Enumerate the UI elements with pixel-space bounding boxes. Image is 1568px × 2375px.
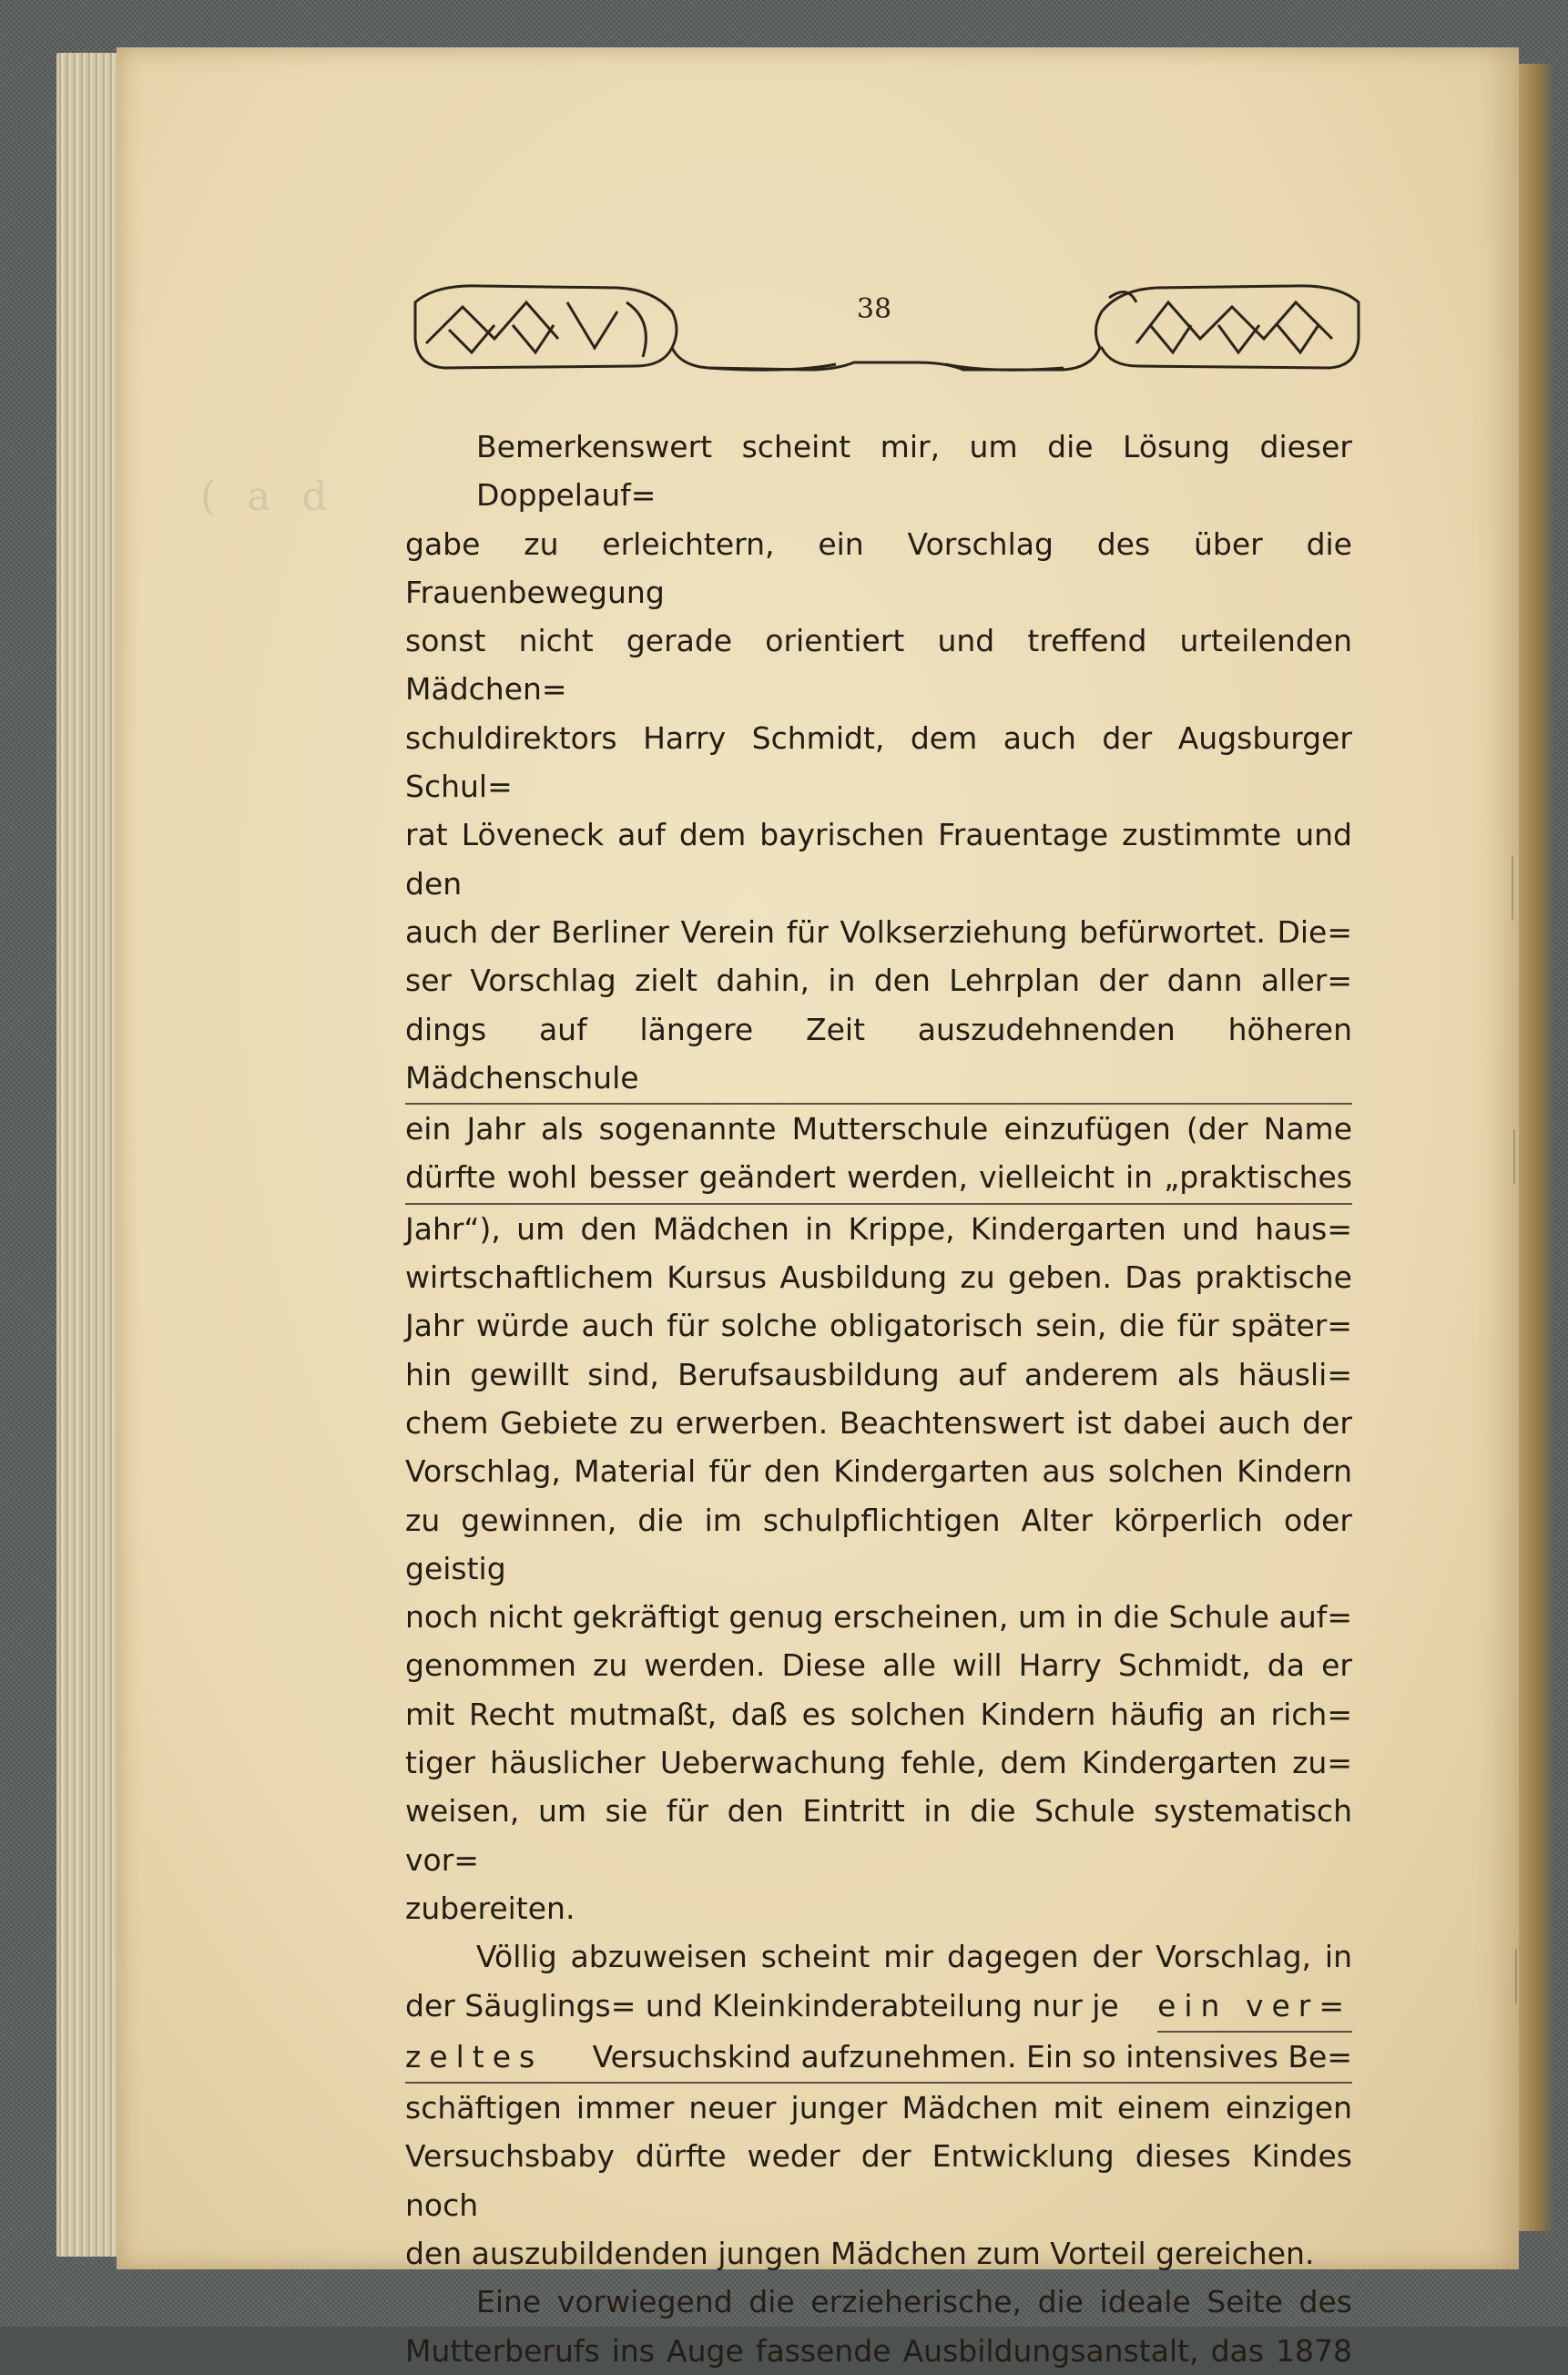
text-line: Vorschlag, Material für den Kindergarten aus solchen Kindern	[405, 1453, 1352, 1490]
text-line: mit Recht mutmaßt, daß es solchen Kindern häufig an rich=	[405, 1696, 1352, 1732]
body-text	[405, 423, 1352, 2375]
text-line: noch nicht gekräftigt genug erscheinen, um in die Schule auf=	[405, 1599, 1352, 1636]
text-span-spaced: zeltes	[405, 2038, 544, 2074]
text-line: chem Gebiete zu erwerben. Beachtenswert ist dabei auch der	[405, 1404, 1352, 1441]
text-line: auch der Berliner Verein für Volkserziehung befürwortet. Die=	[405, 913, 1352, 950]
text-line: Eine vorwiegend die erzieherische, die ideale Seite des	[476, 2284, 1352, 2320]
pencil-margin-mark	[1512, 856, 1513, 920]
text-line: schuldirektors Harry Schmidt, dem auch der Augsburger Schul=	[405, 719, 1352, 805]
text-line	[405, 1982, 1352, 2033]
page-number: 38	[856, 293, 892, 325]
text-line: zubereiten.	[405, 1890, 575, 1926]
pencil-margin-mark	[1515, 1949, 1517, 2003]
text-line: Jahr würde auch für solche obligatorisch sein, die für später=	[405, 1308, 1352, 1344]
text-line: hin gewillt sind, Berufsausbildung auf anderem als häusli=	[405, 1356, 1352, 1392]
text-line: ein Jahr als sogenannte Mutterschule einzufügen (der Name	[405, 1111, 1352, 1147]
text-line: zu gewinnen, die im schulpflichtigen Alter körperlich oder geistig	[405, 1502, 1352, 1586]
pencil-margin-mark	[1513, 1129, 1515, 1184]
text-span: Versuchskind aufzunehmen. Ein so intensives Be=	[592, 2038, 1352, 2074]
text-span-spaced: ein ver=	[1157, 1982, 1352, 2033]
text-line-underlined	[405, 2033, 1352, 2084]
text-line: rat Löveneck auf dem bayrischen Frauentage zustimmte und den	[405, 817, 1352, 902]
text-line: sonst nicht gerade orientiert und treffend urteilenden Mädchen=	[405, 623, 1352, 708]
text-line: wirtschaftlichem Kursus Ausbildung zu geben. Das praktische	[405, 1259, 1352, 1296]
page-edge-right	[1519, 64, 1555, 2231]
text-line: Bemerkenswert scheint mir, um die Lösung dieser Doppelauf=	[476, 429, 1352, 514]
page-edges-left	[56, 53, 120, 2257]
text-line: den auszubildenden jungen Mädchen zum Vorteil gereichen.	[405, 2235, 1315, 2271]
text-line-underlined: dürfte wohl besser geändert werden, vielleicht in „praktisches	[405, 1153, 1352, 1204]
text-line: Versuchsbaby dürfte weder der Entwicklung dieses Kindes noch	[405, 2138, 1352, 2223]
text-line: weisen, um sie für den Eintritt in die Schule systematisch vor=	[405, 1793, 1352, 1878]
text-line: Jahr“), um den Mädchen in Krippe, Kindergarten und haus=	[405, 1210, 1352, 1247]
text-line: schäftigen immer neuer junger Mädchen mit einem einzigen	[405, 2090, 1352, 2126]
text-line: ser Vorschlag zielt dahin, in den Lehrplan der dann aller=	[405, 963, 1352, 999]
text-line: tiger häuslicher Ueberwachung fehle, dem Kindergarten zu=	[405, 1745, 1352, 1781]
bleed-through-marks: ( a d	[200, 474, 337, 520]
text-line: Mutterberufs ins Auge fassende Ausbildungsanstalt, das 1878	[405, 2332, 1352, 2369]
text-line: genommen zu werden. Diese alle will Harry Schmidt, da er	[405, 1647, 1352, 1684]
text-line: gabe zu erleichtern, ein Vorschlag des über die Frauenbewegung	[405, 525, 1352, 610]
header-ivy-ornament	[408, 275, 1366, 384]
text-line: Völlig abzuweisen scheint mir dagegen der Vorschlag, in	[476, 1939, 1352, 1975]
text-span: der Säuglings= und Kleinkinderabteilung nur je	[405, 1987, 1119, 2023]
text-line-underlined: dings auf längere Zeit auszudehnenden höheren Mädchenschule	[405, 1005, 1352, 1106]
